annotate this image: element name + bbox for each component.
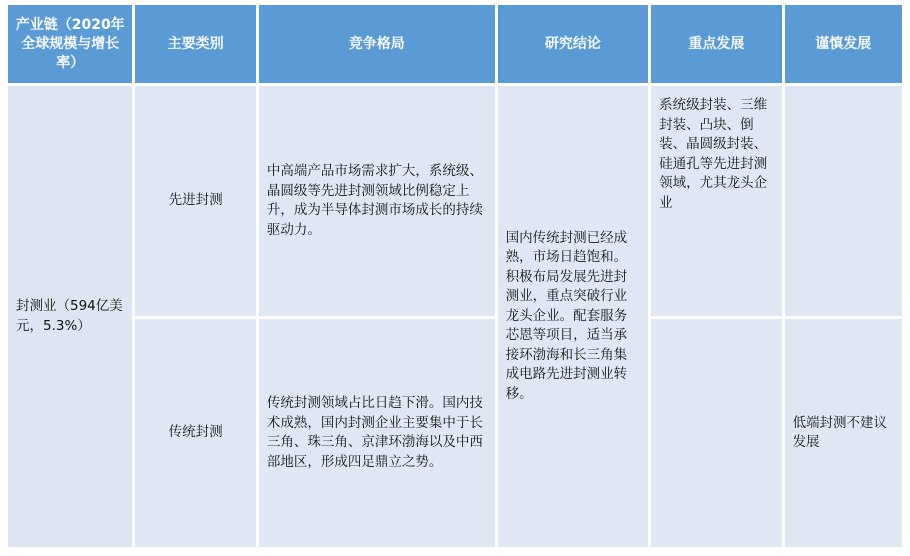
competition-cell: 传统封测领域占比日趋下滑。国内技术成熟，国内封测企业主要集中于长三角、珠三角、京津环渤海以及中西部地区，形成四足鼎立之势。 xyxy=(259,319,495,547)
competition-cell: 中高端产品市场需求扩大，系统级、晶圆级等先进封测领域比例稳定上升，成为半导体封测市场成长的持续驱动力。 xyxy=(259,86,495,316)
header-caution: 谨慎发展 xyxy=(785,5,902,83)
header-conclusion: 研究结论 xyxy=(498,5,649,83)
header-focus: 重点发展 xyxy=(651,5,781,83)
industry-table xyxy=(5,2,905,550)
caution-cell: 低端封测不建议发展 xyxy=(785,319,902,547)
header-row xyxy=(8,5,902,83)
category-cell: 传统封测 xyxy=(135,319,255,547)
header-chain: 产业链（2020年全球规模与增长率） xyxy=(8,5,132,83)
caution-cell xyxy=(785,86,902,316)
category-cell: 先进封测 xyxy=(135,86,255,316)
table-row xyxy=(8,86,902,316)
header-competition: 竞争格局 xyxy=(259,5,495,83)
table-row xyxy=(8,319,902,547)
conclusion-cell: 国内传统封测已经成熟，市场日趋饱和。积极布局发展先进封测业，重点突破行业龙头企业。配套服务芯恩等项目，适当承接环渤海和长三角集成电路先进封测业转移。 xyxy=(498,86,649,547)
industry-cell: 封测业（594亿美元，5.3%） xyxy=(8,86,132,547)
header-category: 主要类别 xyxy=(135,5,255,83)
focus-cell xyxy=(651,319,781,547)
focus-cell: 系统级封装、三维封装、凸块、倒装、晶圆级封装、硅通孔等先进封测领域，尤其龙头企业 xyxy=(651,86,781,316)
